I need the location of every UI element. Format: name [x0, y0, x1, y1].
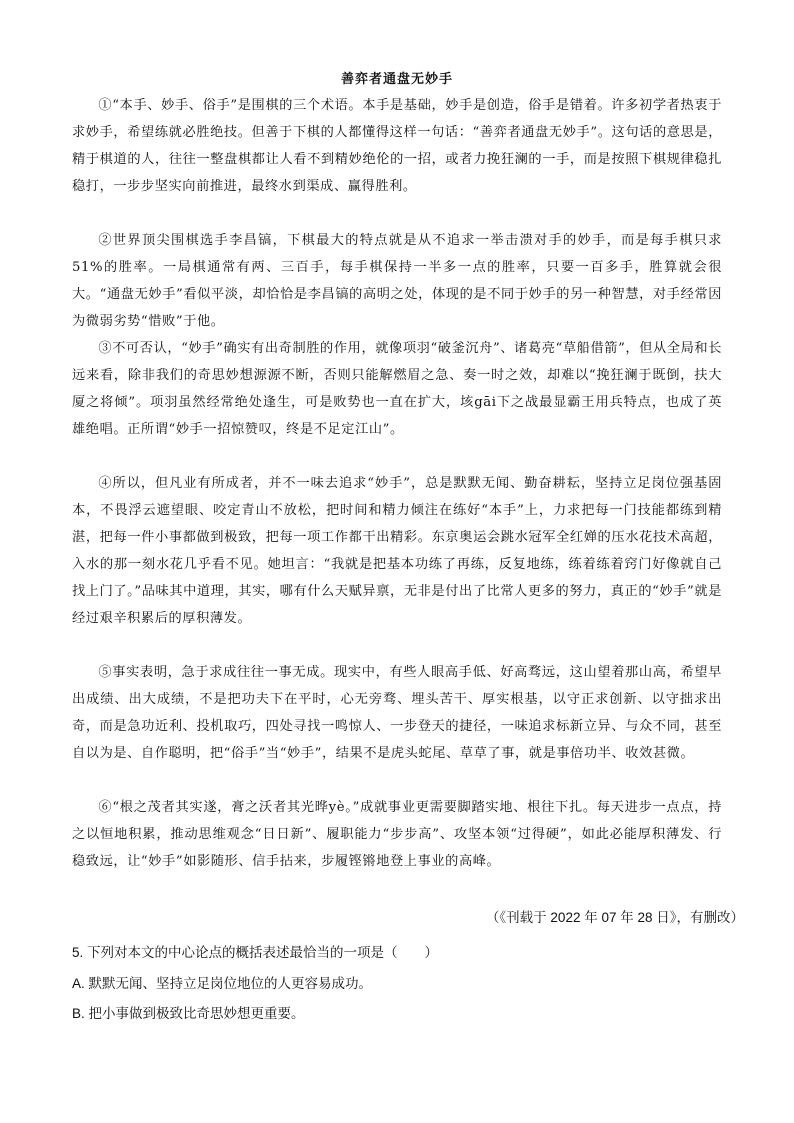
paragraph-6: ⑥“根之茂者其实遂，膏之沃者其光晔yè。”成就事业更需要脚踏实地、根往下扎。每天进步一点点，持之以恒地积累，推动思维观念“日日新”、履职能力“步步高”、攻坚本领“过得硬”，如此必能厚积薄发、行稳致远，让“妙手”如影随形、信手拈来，步履铿锵地登上事业的高峰。: [72, 800, 722, 869]
article-source: （《刊载于 2022 年 07 年 28 日》，有删改）: [485, 910, 744, 925]
paragraph-2: ②世界顶尖围棋选手李昌镐，下棋最大的特点就是从不追求一举击溃对手的妙手，而是每手棋只求51%的胜率。一局棋通常有两、三百手，每手棋保持一半多一点的胜率，只要一百多手，胜算就会很大。“通盘无妙手”看似平淡，却恰恰是李昌镐的高明之处，体现的是不同于妙手的另一种智慧，对手经常因为微弱劣势“惜败”于他。: [72, 233, 722, 329]
paragraph-1: ①“本手、妙手、俗手”是围棋的三个术语。本手是基础，妙手是创造，俗手是错着。许多初学者热衷于求妙手，希望练就必胜绝技。但善于下棋的人都懂得这样一句话：“善弈者通盘无妙手”。这句话的意思是，精于棋道的人，往往一整盘棋都让人看不到精妙绝伦的一招，或者力挽狂澜的一手，而是按照下棋规律稳扎稳打，一步步坚实向前推进，最终水到渠成、赢得胜利。: [72, 98, 722, 194]
paragraph-5: ⑤事实表明，急于求成往往一事无成。现实中，有些人眼高手低、好高骛远，这山望着那山高，希望早出成绩、出大成绩，不是把功夫下在平时，心无旁骛、埋头苦干、厚实根基，以守正求创新、以守拙求出奇，而是急功近利、投机取巧，四处寻找一鸣惊人、一步登天的捷径，一味追求标新立异、与众不同，甚至自以为是、自作聪明，把“俗手”当“妙手”，结果不是虎头蛇尾、草草了事，就是事倍功半、收效甚微。: [72, 665, 722, 761]
paragraph-4: ④所以，但凡业有所成者，并不一味去追求“妙手”，总是默默无闻、勤奋耕耘，坚持立足岗位强基固本，不畏浮云遮望眼、咬定青山不放松，把时间和精力倾注在练好“本手”上，力求把每一门技能都练到精湛，把每一件小事都做到极致，把每一项工作都干出精彩。东京奥运会跳水冠军全红婵的压水花技术高超，入水的那一刻水花几乎看不见。她坦言：“我就是把基本功练了再练，反复地练，练着练着窍门好像就自己找上门了。”品味其中道理，其实，哪有什么天赋异禀，无非是付出了比常人更多的努力，真正的“妙手”就是经过艰辛积累后的厚积薄发。: [72, 476, 722, 626]
article-title: 善弈者通盘无妙手: [340, 72, 453, 87]
paragraph-3: ③不可否认，“妙手”确实有出奇制胜的作用，就像项羽“破釜沉舟”、诸葛亮“草船借箭”，但从全局和长远来看，除非我们的奇思妙想源源不断，否则只能解燃眉之急、奏一时之效，却难以“挽狂澜于既倒，扶大厦之将倾”。项羽虽然经常绝处逢生，可是败势也一直在扩大，垓gāi下之战最显霸王用兵特点，也成了英雄绝唱。正所谓“妙手一招惊赞叹，终是不足定江山”。: [72, 341, 722, 437]
question-stem: 5. 下列对本文的中心论点的概括表述最恰当的一项是（ ）: [72, 945, 439, 960]
option-b: B. 把小事做到极致比奇思妙想更重要。: [72, 1006, 305, 1021]
option-a: A. 默默无闻、坚持立足岗位地位的人更容易成功。: [72, 976, 373, 991]
